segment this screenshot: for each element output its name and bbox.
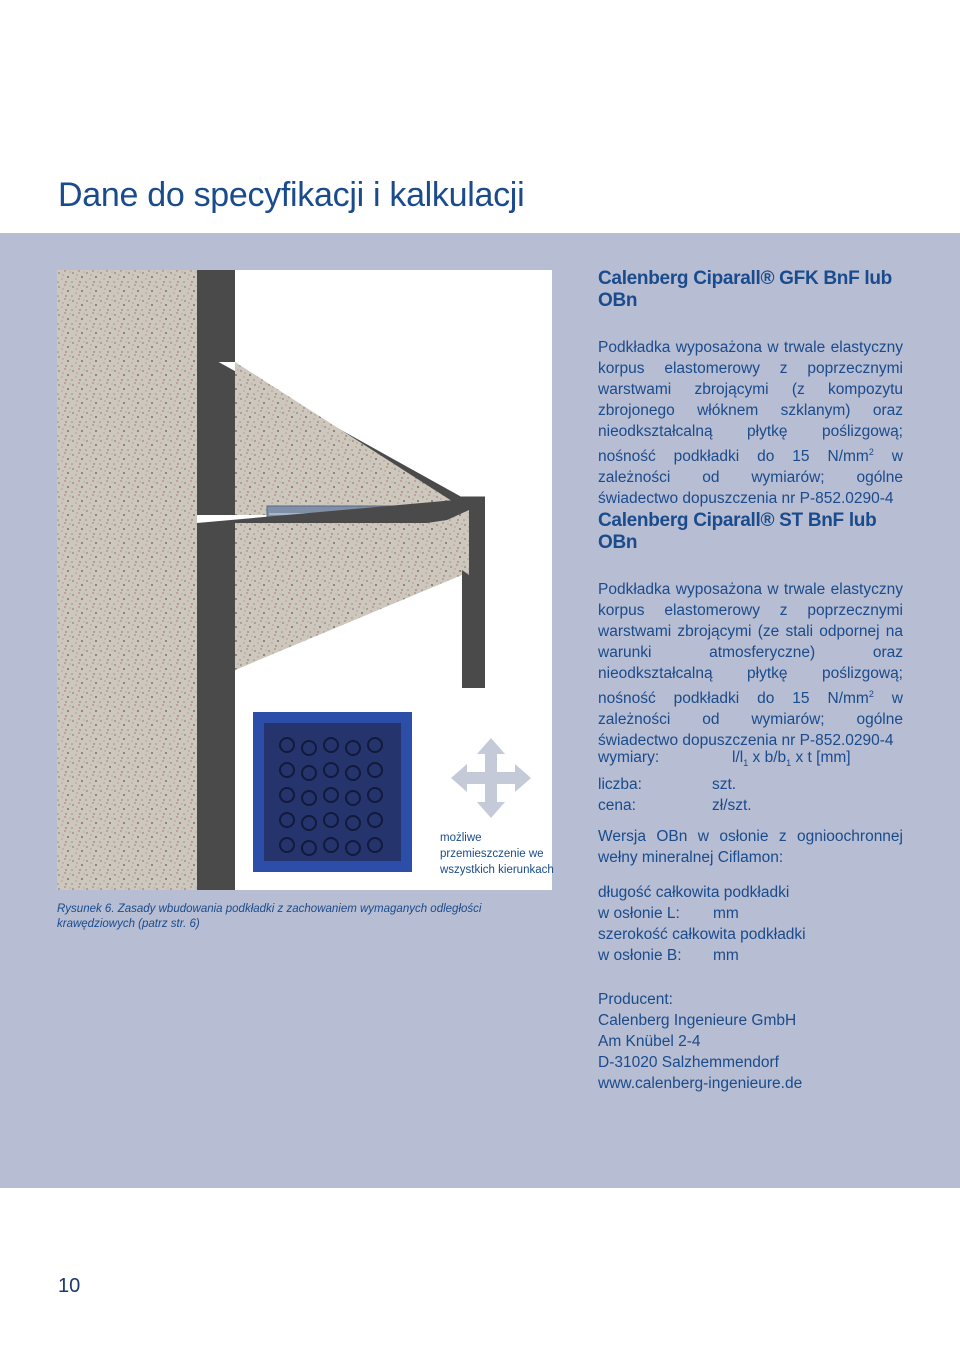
concrete-column xyxy=(57,270,197,890)
producer-city: D-31020 Salzhemmendorf xyxy=(598,1054,779,1071)
section-gfk xyxy=(598,268,903,509)
section-gfk-title: Calenberg Ciparall® GFK BnF lub OBn xyxy=(598,268,892,311)
figure-caption: Rysunek 6. Zasady wbudowania podkładki z zachowaniem wymaganych odległości krawędziowych (patrz str. 6) xyxy=(57,903,482,930)
spec-row-price: cena: zł/szt. xyxy=(598,797,752,815)
spec-table xyxy=(598,747,903,816)
obn-section xyxy=(598,826,903,966)
producer-company: Calenberg Ingenieure GmbH xyxy=(598,1012,797,1029)
producer-label: Producent: xyxy=(598,991,673,1008)
length-row: w osłonie L: mm xyxy=(598,905,739,922)
producer-street: Am Knübel 2-4 xyxy=(598,1033,701,1050)
figure-note: możliwe przemieszczenie we wszystkich kierunkach xyxy=(440,832,554,876)
section-st-title: Calenberg Ciparall® ST BnF lub OBn xyxy=(598,510,877,553)
section-gfk-body: Podkładka wyposażona w trwale elastyczny korpus elastomerowy z poprzecznymi warstwami zbrojącymi (z kompozytu zbrojonego włóknem szklanym) oraz nieodkształcalną płytkę poślizgową; nośność podkładki do 15 $N/mm^2$ w zależności od wymiarów; ogólne świadectwo dopuszczenia nr P-852.0290-4 xyxy=(598,339,903,508)
obn-text: Wersja OBn w osłonie z ognioochronnej wełny mineralnej Ciflamon: xyxy=(598,828,903,866)
installation-figure xyxy=(57,270,552,890)
dark-wall-lower xyxy=(197,688,235,890)
producer-block xyxy=(598,989,903,1094)
spec-row-quantity: liczba: szt. xyxy=(598,776,737,794)
section-st xyxy=(598,510,903,751)
producer-website[interactable]: www.calenberg-ingenieure.de xyxy=(598,1075,803,1092)
width-label: szerokość całkowita podkładki xyxy=(598,926,806,943)
page-number: 10 xyxy=(58,1275,81,1297)
section-st-body: Podkładka wyposażona w trwale elastyczny korpus elastomerowy z poprzecznymi warstwami zbrojącymi (ze stali odpornej na warunki atmosferyczne) oraz nieodkształcalną płytkę poślizgową; nośność podkładki do 15 $N/mm^2$ w zależności od wymiarów; ogólne świadectwo dopuszczenia nr P-852.0290-4 xyxy=(598,581,903,750)
dark-wall-upper xyxy=(197,270,235,362)
width-row: w osłonie B: mm xyxy=(598,947,739,964)
length-label: długość całkowita podkładki xyxy=(598,884,790,901)
installation-diagram xyxy=(57,270,552,890)
spec-row-dimensions: wymiary: $l/l_1$ x $b/b_1$ x t [mm] xyxy=(598,749,851,769)
page-title: Dane do specyfikacji i kalkulacji xyxy=(58,176,525,214)
